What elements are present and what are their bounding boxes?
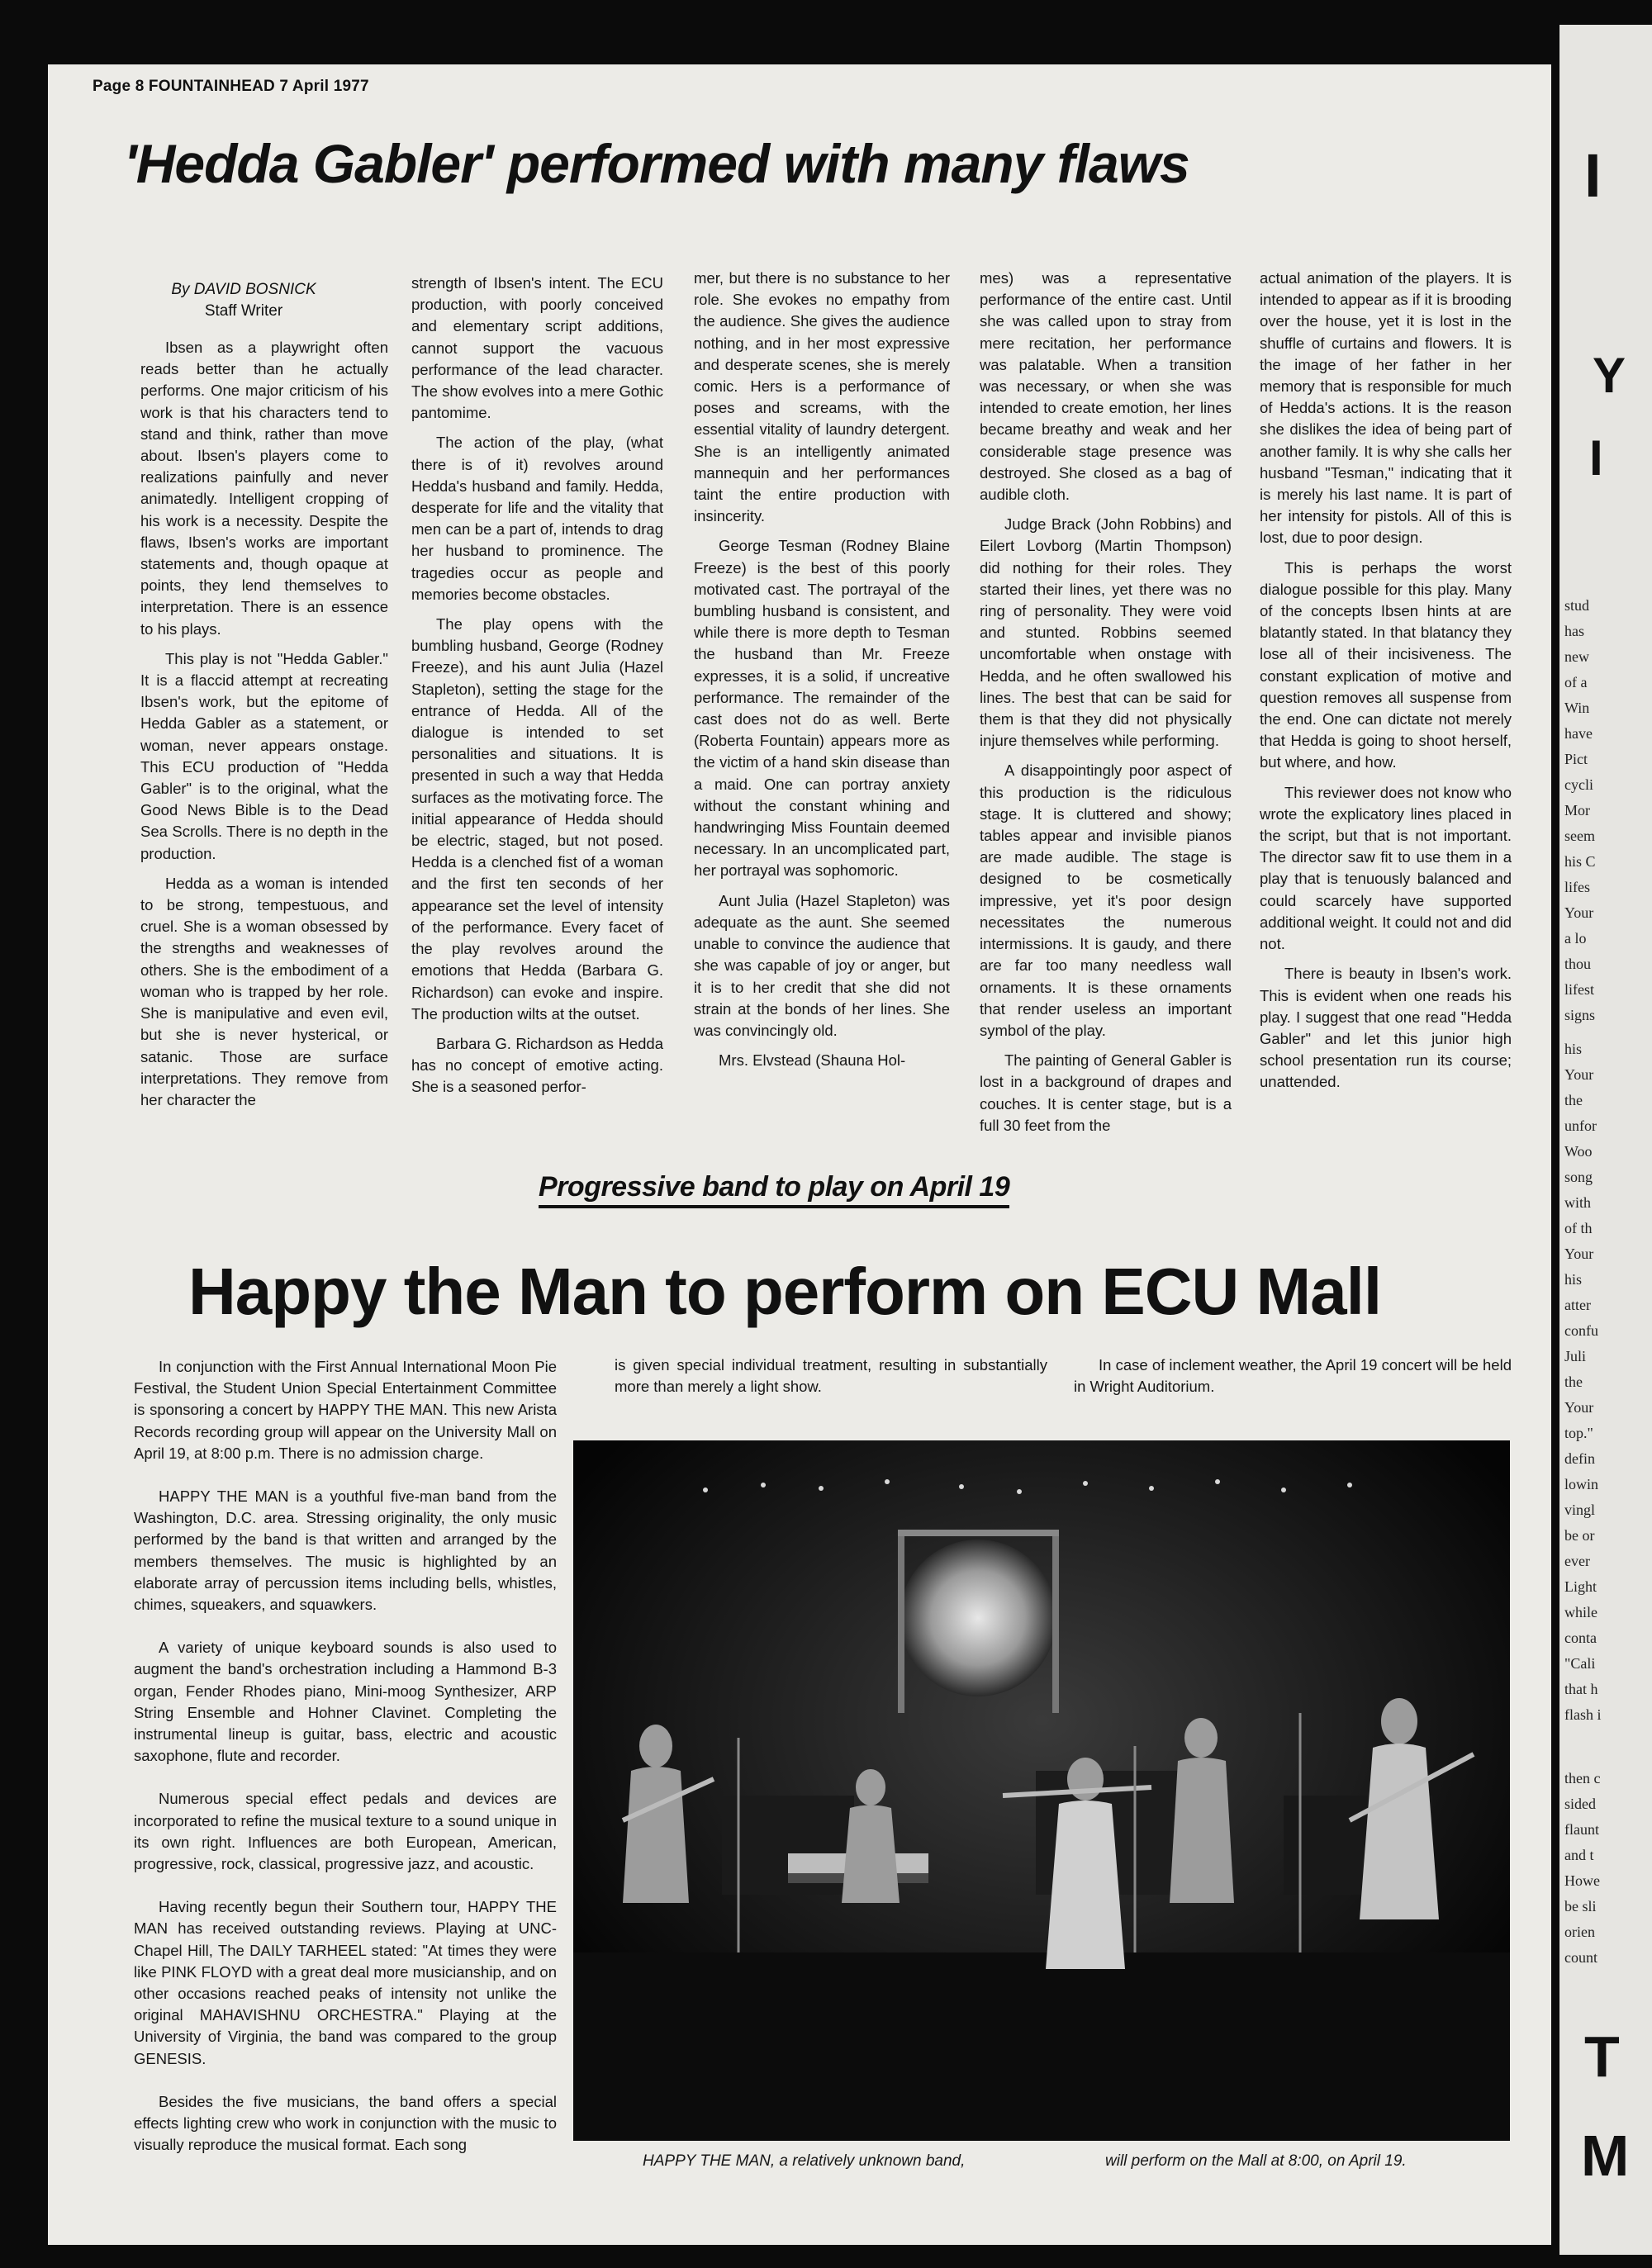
adjacent-text-line: be or xyxy=(1564,1527,1595,1544)
adjacent-text-line: the xyxy=(1564,1092,1583,1108)
article-column-4 xyxy=(980,268,1232,1135)
paragraph: mes) was a representative performance of the entire cast. Until she was called upon to stray from mere recitation, her performance was palatable. When a transition was necessary, or when she was intended to create emotion, her lines became breathy and weak and her considerable stage presence was destroyed. She closed as a bag of audible cloth. xyxy=(980,269,1232,504)
article-column-3 xyxy=(694,268,950,1135)
article-column-5 xyxy=(1260,268,1512,1135)
adjacent-text-line: has xyxy=(1564,623,1584,639)
adjacent-text-line: Light xyxy=(1564,1578,1597,1595)
adjacent-text-line: confu xyxy=(1564,1322,1598,1339)
adjacent-text-line: his xyxy=(1564,1271,1583,1288)
adjacent-text-line: while xyxy=(1564,1604,1597,1620)
adjacent-text-line: lifes xyxy=(1564,879,1590,895)
adjacent-text-line: unfor xyxy=(1564,1117,1597,1134)
adjacent-text-line: lifest xyxy=(1564,981,1594,998)
adjacent-text-line: orien xyxy=(1564,1924,1595,1940)
adjacent-text-line: signs xyxy=(1564,1007,1596,1023)
paragraph: George Tesman (Rodney Blaine Freeze) is the best of this poorly motivated cast. The portrayal of the bumbling husband is consistent, and while there is more depth to Tesman the husband than Mr. Freeze expresses, it is a solid, if uncreative performance. The remainder of the cast does not do as well. Berte (Roberta Fountain) appears more as the victim of a hand skin disease than a maid. One can portray anxiety without the constant whining and handwringing Miss Fountain deemed necessary. In an uncomplicated part, her portrayal was sophomoric. xyxy=(694,537,950,880)
article-column-3 xyxy=(1074,1355,1512,1412)
photo-caption-left: HAPPY THE MAN, a relatively unknown band, xyxy=(643,2152,966,2170)
article-column-2 xyxy=(411,273,663,1132)
adjacent-text-line: Juli xyxy=(1564,1348,1587,1364)
adjacent-text-fragment xyxy=(1564,1037,1652,1728)
paragraph: Aunt Julia (Hazel Stapleton) was adequate as the aunt. She seemed unable to convince the audience that she was capable of joy or anger, but it is to her credit that she did not strain at the bonds of her lines. She was convincingly old. xyxy=(694,891,950,1039)
adjacent-text-line: lowin xyxy=(1564,1476,1599,1492)
adjacent-text-line: flaunt xyxy=(1564,1821,1599,1838)
paragraph: Besides the five musicians, the band offers a special effects lighting crew who work in conjunction with the music to visually reproduce the musical format. Each song xyxy=(134,2092,557,2154)
adjacent-text-line: flash i xyxy=(1564,1706,1602,1723)
adjacent-text-line: of a xyxy=(1564,674,1588,690)
adjacent-text-line: be sli xyxy=(1564,1898,1597,1915)
paragraph: The painting of General Gabler is lost in a background of drapes and couches. It is center stage, but is a full 30 feet from the xyxy=(980,1051,1232,1134)
paragraph: A variety of unique keyboard sounds is also used to augment the band's orchestration including a Hammond B-3 organ, Fender Rhodes piano, Mini-moog Synthesizer, ARP String Ensemble and Hohner Clavinet. Completing the instrumental lineup is guitar, bass, electric and acoustic saxophone, flute and recorder. xyxy=(134,1639,557,1765)
byline-author: By DAVID BOSNICK xyxy=(171,281,316,298)
paragraph: Ibsen as a playwright often reads better than he actually performs. One major criticism of his work is that his characters tend to stand and think, rather than move about. Ibsen's players come to realizations painfully and never animatedly. Intelligent cropping of his work is a necessity. Despite the flaws, Ibsen's works are important statements and, though opaque at points, they lend themselves to interpretation. There is an essence to his plays. xyxy=(140,339,388,638)
adjacent-text-line: atter xyxy=(1564,1297,1591,1313)
paragraph: Having recently begun their Southern tour, HAPPY THE MAN has received outstanding reviews. Playing at UNC-Chapel Hill, The DAILY TARHEEL stated: "At times they were like PINK FLOYD with a great deal more musicianship, and on other occasions reached peaks of intensity not unlike the original MAHAVISHNU ORCHESTRA." Playing at the University of Virginia, the band was compared to the group GENESIS. xyxy=(134,1898,557,2067)
byline xyxy=(140,279,347,322)
adjacent-text-line: thou xyxy=(1564,956,1592,972)
adjacent-text-line: then c xyxy=(1564,1770,1601,1786)
article-column-1 xyxy=(134,1356,557,2154)
adjacent-text-line: count xyxy=(1564,1949,1597,1966)
adjacent-text-line: sided xyxy=(1564,1796,1596,1812)
adjacent-text-line: Your xyxy=(1564,1399,1594,1416)
paragraph: is given special individual treatment, resulting in substantially more than merely a light show. xyxy=(615,1356,1047,1396)
paragraph: mer, but there is no substance to her role. She evokes no empathy from the audience. She gives the audience nothing, and in her most expressive and desperate scenes, she is merely comic. Hers is a performance of poses and screams, with the essential vitality of laundry detergent. She is an intelligently animated mannequin and her performances taint the entire production with insincerity. xyxy=(694,269,950,525)
adjacent-text-line: seem xyxy=(1564,828,1595,844)
byline-title: Staff Writer xyxy=(204,302,283,320)
adjacent-text-line: Pict xyxy=(1564,751,1588,767)
adjacent-text-line: Your xyxy=(1564,904,1594,921)
adjacent-text-fragment xyxy=(1564,593,1652,1028)
adjacent-headline-fragment: I xyxy=(1584,141,1602,210)
adjacent-text-line: his C xyxy=(1564,853,1596,870)
article-column-2 xyxy=(615,1355,1047,1412)
adjacent-text-fragment xyxy=(1564,1766,1652,1971)
adjacent-text-line: his xyxy=(1564,1041,1583,1057)
band-photo-illustration xyxy=(573,1440,1510,2141)
adjacent-text-line: "Cali xyxy=(1564,1655,1596,1672)
paragraph: strength of Ibsen's intent. The ECU production, with poorly conceived and elementary script additions, cannot support the vacuous performance of the lead character. The show evolves into a mere Gothic pantomime. xyxy=(411,274,663,422)
photo-caption-right: will perform on the Mall at 8:00, on April 19. xyxy=(1105,2152,1407,2170)
adjacent-text-line: a lo xyxy=(1564,930,1587,947)
paragraph: This play is not "Hedda Gabler." It is a flaccid attempt at recreating Ibsen's work, but the epitome of Hedda Gabler as a statement, or woman, never appears onstage. This ECU production of "Hedda Gabler" is to the original, what the Good News Bible is to the Dead Sea Scrolls. There is no depth in the production. xyxy=(140,649,388,862)
article-kicker: Progressive band to play on April 19 xyxy=(539,1171,1009,1208)
band-photo xyxy=(573,1440,1510,2141)
paragraph: Numerous special effect pedals and devices are incorporated to refine the musical texture to a sound unique in its own right. Influences are both European, American, progressive, rock, classical, progressive jazz, and acoustic. xyxy=(134,1790,557,1873)
paragraph: This reviewer does not know who wrote the explicatory lines placed in the script, but that is not important. The director saw fit to use them in a play that is tenuously balanced and could scarcely have supported additional weight. It could not and did not. xyxy=(1260,783,1512,953)
paragraph: This is perhaps the worst dialogue possible for this play. Many of the concepts Ibsen hints at are blatantly stated. In that blatancy they lose all of their incisiveness. The constant explication of motive and question removes all suspense from the end. One can dictate not merely that Hedda is going to shoot herself, but where, and how. xyxy=(1260,558,1512,771)
paragraph: There is beauty in Ibsen's work. This is evident when one reads his play. I suggest that one read "Hedda Gabler" and let this junior high school presentation run its course; unattended. xyxy=(1260,965,1512,1091)
adjacent-text-line: Win xyxy=(1564,700,1590,716)
paragraph: A disappointingly poor aspect of this production is the ridiculous stage. It is cluttered and showy; tables appear and invisible pianos are made audible. The stage is designed to be cosmetically impressive, yet it's poor design necessitates the numerous intermissions. It is gaudy, and there are far too many needless wall ornaments. It is these ornaments that render useless an important symbol of the play. xyxy=(980,762,1232,1039)
adjacent-text-line: the xyxy=(1564,1374,1583,1390)
adjacent-text-line: top." xyxy=(1564,1425,1593,1441)
paragraph: Hedda as a woman is intended to be strong, tempestuous, and cruel. She is a woman obsessed by the strengths and weaknesses of others. She is the embodiment of a woman who is trapped by her role. She is manipulative and even evil, but she is never hysterical, or satanic. Those are surface interpretations. They remove from her character the xyxy=(140,874,388,1108)
adjacent-text-line: with xyxy=(1564,1194,1592,1211)
adjacent-text-line: new xyxy=(1564,648,1589,665)
paragraph: In conjunction with the First Annual International Moon Pie Festival, the Student Union Special Entertainment Committee is sponsoring a concert by HAPPY THE MAN. This new Arista Records recording group will appear on the University Mall on April 19, at 8:00 p.m. There is no admission charge. xyxy=(134,1358,557,1462)
adjacent-text-line: ever xyxy=(1564,1553,1590,1569)
adjacent-text-line: cycli xyxy=(1564,776,1593,793)
adjacent-text-line: that h xyxy=(1564,1681,1598,1697)
paragraph: Judge Brack (John Robbins) and Eilert Lovborg (Martin Thompson) did nothing for their roles. They started their lines, yet there was no ring of personality. They were void and stunted. Robbins seemed uncomfortable when onstage with Hedda, and he often swallowed his lines. The best that can be said for them is that they did not physically injure themselves while performing. xyxy=(980,515,1232,750)
paragraph: The play opens with the bumbling husband, George (Rodney Freeze), and his aunt Julia (Hazel Stapleton), setting the stage for the entrance of Hedda. All of the dialogue is intended to set personalities and situations. It is presented in such a way that Hedda surfaces as the motivating force. The initial appearance of Hedda should be electric, staged, but not posed. Hedda is a clenched fist of a woman and the first ten seconds of her appearance set the level of intensity of the performance. Every facet of the play revolves around the emotions that Hedda (Barbara G. Richardson) can evoke and inspire. The production wilts at the outset. xyxy=(411,615,663,1022)
paragraph: The action of the play, (what there is of it) revolves around Hedda's husband and family. Hedda, desperate for life and the vitality that men can be a part of, intends to drag her husband to prominence. The tragedies occur as people and memories become obstacles. xyxy=(411,434,663,603)
adjacent-ad-fragment: T xyxy=(1584,2024,1620,2089)
article-headline: 'Hedda Gabler' performed with many flaws xyxy=(124,133,1189,194)
adjacent-text-line: conta xyxy=(1564,1630,1597,1646)
adjacent-text-line: vingl xyxy=(1564,1502,1596,1518)
adjacent-text-line: of th xyxy=(1564,1220,1593,1236)
article-headline: Happy the Man to perform on ECU Mall xyxy=(188,1255,1382,1328)
adjacent-text-line: have xyxy=(1564,725,1593,742)
adjacent-text-line: Mor xyxy=(1564,802,1590,818)
adjacent-subhead-fragment: Y xyxy=(1593,348,1626,403)
adjacent-text-line: and t xyxy=(1564,1847,1594,1863)
paragraph: Barbara G. Richardson as Hedda has no concept of emotive acting. She is a seasoned perfor- xyxy=(411,1034,663,1096)
paragraph: In case of inclement weather, the April 19 concert will be held in Wright Auditorium. xyxy=(1074,1356,1512,1396)
adjacent-page-edge xyxy=(1559,25,1652,2255)
adjacent-text-line: song xyxy=(1564,1169,1593,1185)
page-folio: Page 8 FOUNTAINHEAD 7 April 1977 xyxy=(93,78,369,95)
paragraph: HAPPY THE MAN is a youthful five-man band from the Washington, D.C. area. Stressing originality, the only music performed by the band is that written and arranged by the members themselves. The music is highlighted by an elaborate array of percussion items including bells, whistles, chimes, squeakers, and squawkers. xyxy=(134,1487,557,1614)
paragraph: actual animation of the players. It is intended to appear as if it is brooding over the house, yet it is lost in the shuffle of curtains and flowers. It is the image of her father in her memory that is responsible for much of Hedda's actions. It is the reason she dislikes the idea of being part of another family. It is why she calls her husband "Tesman," indicating that it is merely his last name. It is part of her intensity for pistols. All of this is lost, due to poor design. xyxy=(1260,269,1512,547)
adjacent-subhead-fragment: I xyxy=(1589,430,1603,486)
adjacent-text-line: Howe xyxy=(1564,1872,1600,1889)
paragraph: Mrs. Elvstead (Shauna Hol- xyxy=(719,1051,906,1070)
adjacent-text-line: Your xyxy=(1564,1246,1594,1262)
adjacent-text-line: Your xyxy=(1564,1066,1594,1083)
adjacent-text-line: defin xyxy=(1564,1450,1595,1467)
adjacent-ad-fragment: M xyxy=(1581,2123,1630,2188)
article-column-1 xyxy=(140,337,388,1163)
adjacent-text-line: Woo xyxy=(1564,1143,1593,1160)
adjacent-text-line: stud xyxy=(1564,597,1590,614)
